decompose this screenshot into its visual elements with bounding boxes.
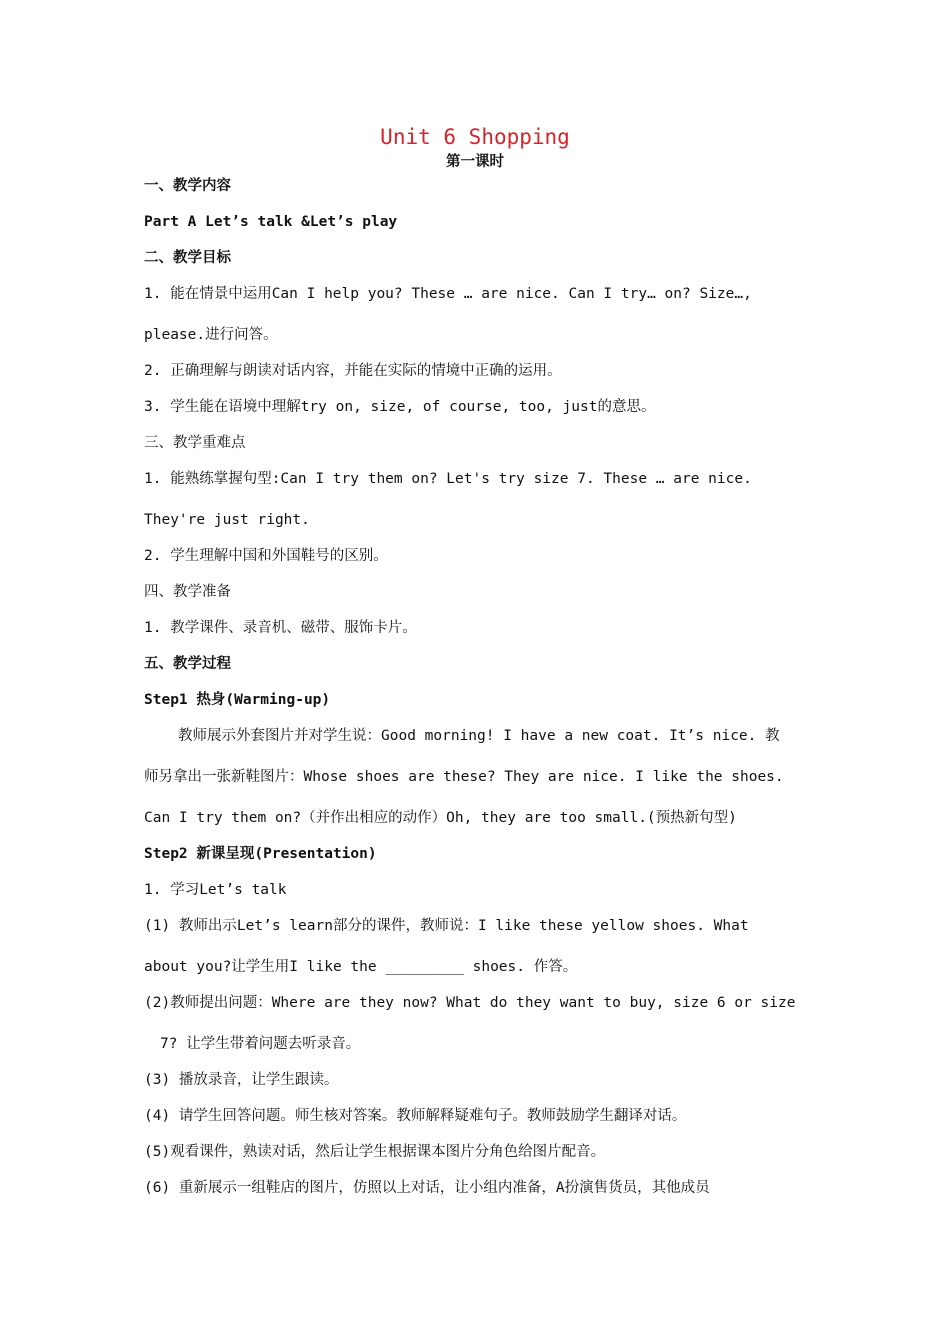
- section-heading: 二、教学目标: [144, 250, 231, 266]
- paragraph-line: please.进行问答。: [144, 327, 278, 343]
- doc-subtitle: 第一课时: [446, 154, 504, 170]
- paragraph-line: 师另拿出一张新鞋图片：Whose shoes are these? They are nice. I like the shoes.: [144, 769, 784, 785]
- paragraph-line: Can I try them on?（并作出相应的动作）Oh, they are too small.(预热新句型): [144, 810, 737, 826]
- paragraph-line: about you?让学生用I like the _________ shoes. 作答。: [144, 959, 578, 975]
- paragraph-line: (2)教师提出问题：Where are they now? What do they want to buy, size 6 or size: [144, 995, 796, 1011]
- paragraph-line: (4) 请学生回答问题。师生核对答案。教师解释疑难句子。教师鼓励学生翻译对话。: [144, 1108, 687, 1124]
- paragraph-line: They're just right.: [144, 512, 310, 528]
- paragraph-line: 1. 学习Let’s talk: [144, 882, 287, 898]
- section-heading: 四、教学准备: [144, 584, 231, 600]
- section-heading: 三、教学重难点: [144, 435, 246, 451]
- section-heading: 一、教学内容: [144, 178, 231, 194]
- doc-title: Unit 6 Shopping: [380, 125, 570, 149]
- paragraph-line: 2. 学生理解中国和外国鞋号的区别。: [144, 548, 388, 564]
- step-heading: Step2 新课呈现(Presentation): [144, 846, 377, 862]
- paragraph-line: (5)观看课件，熟读对话，然后让学生根据课本图片分角色给图片配音。: [144, 1144, 606, 1160]
- paragraph-line: 1. 能熟练掌握句型:Can I try them on? Let's try size 7. These … are nice.: [144, 471, 752, 487]
- paragraph-line: 3. 学生能在语境中理解try on, size, of course, too, just的意思。: [144, 399, 656, 415]
- paragraph-line: (1) 教师出示Let’s learn部分的课件，教师说：I like these yellow shoes. What: [144, 918, 749, 934]
- paragraph-line: (6) 重新展示一组鞋店的图片，仿照以上对话，让小组内准备，A扮演售货员，其他成员: [144, 1180, 710, 1196]
- paragraph-line: 1. 教学课件、录音机、磁带、服饰卡片。: [144, 620, 417, 636]
- step-heading: Step1 热身(Warming-up): [144, 692, 331, 708]
- section-heading: 五、教学过程: [144, 656, 231, 672]
- paragraph-line: 教师展示外套图片并对学生说：Good morning! I have a new coat. It’s nice. 教: [178, 728, 780, 744]
- paragraph-line: Part A Let’s talk &Let’s play: [144, 214, 398, 230]
- paragraph-line: 7? 让学生带着问题去听录音。: [160, 1036, 361, 1052]
- paragraph-line: (3) 播放录音，让学生跟读。: [144, 1072, 339, 1088]
- paragraph-line: 1. 能在情景中运用Can I help you? These … are nice. Can I try… on? Size…,: [144, 286, 752, 302]
- paragraph-line: 2. 正确理解与朗读对话内容，并能在实际的情境中正确的运用。: [144, 363, 562, 379]
